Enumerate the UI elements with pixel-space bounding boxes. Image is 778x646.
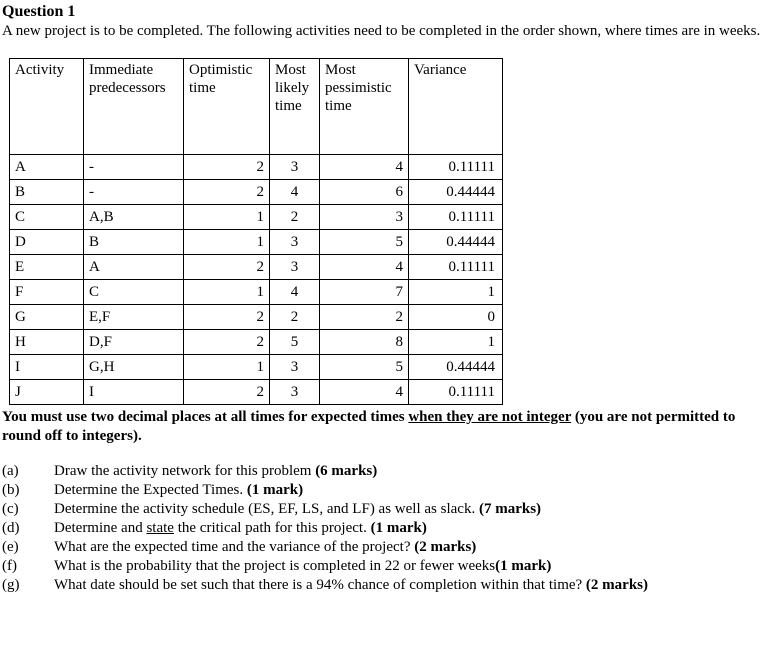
cell-predecessors: - — [84, 155, 184, 180]
cell-optimistic: 2 — [184, 330, 270, 355]
cell-variance: 0.11111 — [409, 255, 503, 280]
part-marks: (7 marks) — [478, 501, 542, 517]
cell-activity: I — [10, 355, 84, 380]
cell-optimistic: 1 — [184, 280, 270, 305]
question-part — [2, 481, 774, 500]
part-label: (a) — [2, 463, 19, 479]
question-part — [2, 462, 774, 481]
intro-text: A new project is to be completed. The following activities need to be completed in the order shown, where times are in weeks. — [2, 23, 761, 39]
part-text — [54, 481, 774, 500]
part-question: What date should be set such that there is a 94% chance of completion within that time? — [54, 577, 586, 593]
part-question: What is the probability that the project is completed in 22 or fewer weeks — [54, 558, 496, 574]
cell-pessimistic: 3 — [320, 205, 409, 230]
cell-variance: 0.44444 — [409, 355, 503, 380]
cell-optimistic: 2 — [184, 255, 270, 280]
part-label: (c) — [2, 501, 19, 517]
header-predecessors: Immediate predecessors — [84, 59, 184, 155]
cell-pessimistic: 4 — [320, 255, 409, 280]
part-marks: (1 mark) — [370, 520, 427, 536]
cell-pessimistic: 2 — [320, 305, 409, 330]
table-row — [10, 355, 503, 380]
table-row — [10, 330, 503, 355]
table-row — [10, 280, 503, 305]
cell-predecessors: B — [84, 230, 184, 255]
cell-optimistic: 1 — [184, 205, 270, 230]
cell-variance: 0.44444 — [409, 230, 503, 255]
note-underlined: when they are not integer — [408, 409, 572, 425]
cell-optimistic: 2 — [184, 180, 270, 205]
part-label: (b) — [2, 482, 20, 498]
part-marks: (1 mark) — [495, 558, 552, 574]
question-parts — [2, 462, 774, 595]
part-label: (e) — [2, 539, 19, 555]
cell-pessimistic: 4 — [320, 155, 409, 180]
cell-optimistic: 1 — [184, 355, 270, 380]
cell-pessimistic: 5 — [320, 355, 409, 380]
header-variance: Variance — [409, 59, 503, 155]
cell-most-likely: 3 — [270, 155, 320, 180]
part-text — [54, 538, 774, 557]
question-part — [2, 557, 774, 576]
part-marks: (6 marks) — [315, 463, 378, 479]
cell-predecessors: A,B — [84, 205, 184, 230]
activity-table — [9, 58, 503, 405]
cell-most-likely: 2 — [270, 205, 320, 230]
part-text — [54, 557, 774, 576]
question-part — [2, 500, 774, 519]
cell-variance: 0.11111 — [409, 205, 503, 230]
note-text-end: (you are not permitted to round off to integers). — [2, 409, 736, 444]
instruction-note — [2, 408, 774, 446]
cell-pessimistic: 6 — [320, 180, 409, 205]
cell-activity: G — [10, 305, 84, 330]
table-row — [10, 230, 503, 255]
cell-predecessors: G,H — [84, 355, 184, 380]
table-row — [10, 155, 503, 180]
cell-pessimistic: 7 — [320, 280, 409, 305]
header-pessimistic: Most pessimistic time — [320, 59, 409, 155]
cell-activity: C — [10, 205, 84, 230]
part-underlined: state — [146, 520, 174, 536]
cell-most-likely: 3 — [270, 255, 320, 280]
cell-most-likely: 2 — [270, 305, 320, 330]
cell-predecessors: - — [84, 180, 184, 205]
note-text: You must use two decimal places at all times for expected times — [2, 409, 409, 425]
question-title: Question 1 — [2, 3, 76, 20]
cell-optimistic: 2 — [184, 155, 270, 180]
cell-variance: 0.11111 — [409, 155, 503, 180]
header-activity: Activity — [10, 59, 84, 155]
cell-activity: H — [10, 330, 84, 355]
part-question: Draw the activity network for this problem — [54, 463, 316, 479]
question-part — [2, 519, 774, 538]
cell-variance: 0.44444 — [409, 180, 503, 205]
part-label: (d) — [2, 520, 20, 536]
cell-optimistic: 2 — [184, 305, 270, 330]
part-question: Determine the activity schedule (ES, EF, LS, and LF) as well as slack. — [54, 501, 479, 517]
part-marks: (1 mark) — [246, 482, 304, 498]
question-part — [2, 538, 774, 557]
cell-predecessors: C — [84, 280, 184, 305]
cell-pessimistic: 4 — [320, 380, 409, 405]
cell-activity: A — [10, 155, 84, 180]
table-row — [10, 380, 503, 405]
part-question: What are the expected time and the variance of the project? — [54, 539, 415, 555]
cell-activity: E — [10, 255, 84, 280]
cell-activity: F — [10, 280, 84, 305]
table-row — [10, 305, 503, 330]
part-label: (f) — [2, 558, 17, 574]
cell-activity: J — [10, 380, 84, 405]
table-row — [10, 180, 503, 205]
cell-variance: 0.11111 — [409, 380, 503, 405]
cell-most-likely: 5 — [270, 330, 320, 355]
cell-activity: B — [10, 180, 84, 205]
part-question: Determine the Expected Times. — [54, 482, 247, 498]
part-text — [54, 576, 774, 595]
part-question: Determine and — [54, 520, 147, 536]
cell-activity: D — [10, 230, 84, 255]
part-label: (g) — [2, 577, 20, 593]
cell-predecessors: E,F — [84, 305, 184, 330]
header-most-likely: Most likely time — [270, 59, 320, 155]
header-optimistic: Optimistic time — [184, 59, 270, 155]
cell-most-likely: 3 — [270, 380, 320, 405]
cell-predecessors: A — [84, 255, 184, 280]
part-text — [54, 462, 774, 481]
cell-most-likely: 4 — [270, 180, 320, 205]
cell-most-likely: 3 — [270, 355, 320, 380]
table-header-row — [10, 59, 503, 155]
table-row — [10, 255, 503, 280]
cell-pessimistic: 5 — [320, 230, 409, 255]
cell-optimistic: 1 — [184, 230, 270, 255]
part-text — [54, 500, 774, 519]
cell-variance: 1 — [409, 330, 503, 355]
cell-predecessors: D,F — [84, 330, 184, 355]
part-question-cont: the critical path for this project. — [173, 520, 371, 536]
cell-pessimistic: 8 — [320, 330, 409, 355]
part-text — [54, 519, 774, 538]
part-marks: (2 marks) — [585, 577, 648, 593]
cell-optimistic: 2 — [184, 380, 270, 405]
cell-predecessors: I — [84, 380, 184, 405]
table-row — [10, 205, 503, 230]
question-part — [2, 576, 774, 595]
part-marks: (2 marks) — [414, 539, 477, 555]
cell-most-likely: 4 — [270, 280, 320, 305]
cell-variance: 0 — [409, 305, 503, 330]
cell-variance: 1 — [409, 280, 503, 305]
cell-most-likely: 3 — [270, 230, 320, 255]
